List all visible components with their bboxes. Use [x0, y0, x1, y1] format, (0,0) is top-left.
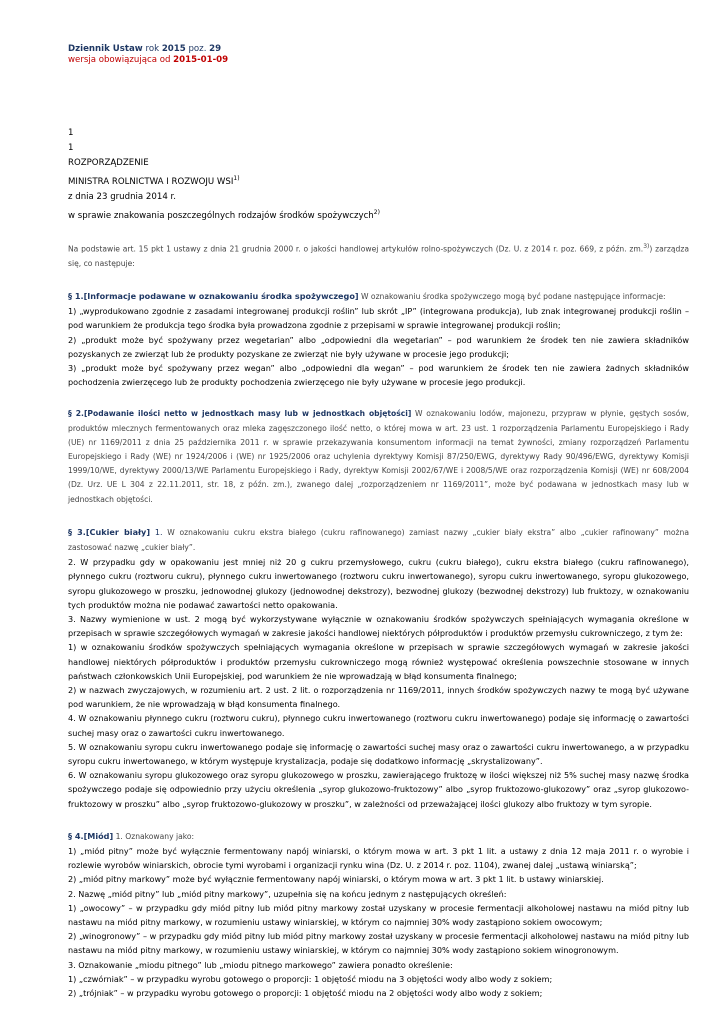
- section-1-lead: [68, 289, 689, 304]
- section-2-heading: § 2.[Podawanie ilości netto w jednostkach masy lub w jednostkach objętości]: [68, 409, 412, 419]
- section-3-para-3-point-2: 2) w nazwach zwyczajowych, w rozumieniu art. 2 ust. 2 lit. o rozporządzenia nr 1169/2011, innych środków spożywczych nazwy te mogą być używane pod warunkiem, że nie wprowadzają w błąd konsumenta finalnego.: [68, 685, 689, 710]
- section-1-lead-text: W oznakowaniu środka spożywczego mogą być podane następujące informacje:: [358, 291, 666, 301]
- section-4-para-3: 3. Oznakowanie „miodu pitnego” lub „miodu pitnego markowego” zawiera ponadto określenie:: [68, 959, 453, 970]
- journal-name: Dziennik Ustaw: [68, 44, 143, 54]
- section-4-para-2: 2. Nazwę „miód pitny” lub „miód pitny markowy”, uzupełnia się na końcu jednym z następujących określeń:: [68, 888, 507, 899]
- number-1: 1: [68, 128, 74, 138]
- section-4-para-2-point-2: 2) „winogronowy” – w przypadku gdy miód pitny lub miód pitny markowy został uzyskany w procesie fermentacji alkoholowej nastawu na miód pitny lub nastawu na miód pitny markowy, w rozumieniu ustawy winiarskiej, w którym co najmniej 30% wody zastąpiono sokiem winogronowym.: [68, 931, 689, 956]
- section-4-lead: [68, 829, 689, 844]
- section-3-para-4: 4. W oznakowaniu płynnego cukru (roztworu cukru), płynnego cukru inwertowanego (roztworu cukru inwertowanego) podaje się informację o zawartości suchej masy oraz o zawartości cukru inwertowanego.: [68, 713, 689, 738]
- document-header: [68, 44, 228, 66]
- section-3-para-number: 1.: [150, 526, 163, 537]
- section-3-para-6: 6. W oznakowaniu syropu glukozowego oraz syropu glukozowego w proszku, zawierającego fruktozę w ilości większej niż 5% suchej masy nazwę środka spożywczego podaje się odpowiednio przy użyciu określenia „syrop glukozowo-fruktozowy” albo „syrop fruktozowo-glukozowy” oraz „syrop glukozowo-fruktozowy w proszku” albo „syrop fruktozowo-glukozowy w proszku”, w zależności od przeważającej ilości glukozy albo fruktozy w tym syropie.: [68, 770, 689, 809]
- section-2-text: W oznakowaniu lodów, majonezu, przypraw w płynie, gęstych sosów, produktów mlecznych fermentowanych oraz mleka zagęszczonego ilość netto, o której mowa w art. 23 ust. 1 rozporządzenia Parlamentu Europejskiego i Rady (UE) nr 1169/2011 z dnia 25 października 2011 r. w sprawie przekazywania konsumentom informacji na temat żywności, zmiany rozporządzeń Parlamentu Europejskiego i Rady (WE) nr 1924/2006 i (WE) nr 1925/2006 oraz uchylenia dyrektywy Komisji 87/250/EWG, dyrektywy Rady 90/496/EWG, dyrektywy Komisji 1999/10/WE, dyrektywy 2000/13/WE Parlamentu Europejskiego i Rady, dyrektyw Komisji 2002/67/WE i 2008/5/WE oraz rozporządzenia Komisji (WE) nr 608/2004 (Dz. Urz. UE L 304 z 22.11.2011, str. 18, z późn. zm.), zwanego dalej „rozporządzeniem nr 1169/2011”, może być podawana w jednostkach masy lub w jednostkach objętości.: [68, 409, 689, 504]
- section-3-para-3: 3. Nazwy wymienione w ust. 2 mogą być wykorzystywane wyłącznie w oznakowaniu środków spożywczych spełniających wymagania określone w przepisach w sprawie szczegółowych wymagań w zakresie jakości handlowej niektórych półproduktów i produktów przemysłu cukrowniczego, z tym że:: [68, 614, 689, 639]
- section-4-para-3-point-1: 1) „czwórniak” – w przypadku wyrobu gotowego o proporcji: 1 objętość miodu na 3 objętości wody albo wody z sokiem;: [68, 973, 553, 984]
- section-1-point-3: 3) „produkt może być spożywany przez wegan” albo „odpowiedni dla wegan” – pod warunkiem że środek ten nie zawiera żadnych składników pochodzenia zwierzęcego lub że produkty pochodzenia zwierzęcego nie były używane w procesie jego produkcji.: [68, 362, 689, 388]
- rok-label: rok: [145, 44, 160, 54]
- section-3-para-2: 2. W przypadku gdy w opakowaniu jest mniej niż 20 g cukru przemysłowego, cukru (cukru białego), cukru ekstra białego (cukru rafinowanego), płynnego cukru (roztworu cukru), płynnego cukru inwertowanego (roztworu cukru inwertowanego), syropu cukru inwertowanego, syropu glukozowego, syropu glukozowego w proszku, jednowodnej glukozy (jednowodnej dekstrozy), bezwodnej glukozy (bezwodnej dekstrozy) lub fruktozy, w oznakowaniu tych produktów można nie podawać zawartości netto opakowania.: [68, 557, 689, 610]
- subject-line: [68, 205, 380, 224]
- preamble-text-end: ) zarządza się, co następuje:: [68, 244, 690, 268]
- section-4-para-1-point-1: 1) „miód pitny” może być wyłącznie fermentowany napój winiarski, o którym mowa w art. 3 pkt 1 lit. a ustawy z dnia 12 maja 2011 r. o wyrobie i rozlewie wyrobów winiarskich, obrocie tymi wyrobami i organizacji rynku wina (Dz. U. z 2014 r. poz. 1104), zwanej dalej „ustawą winiarską”;: [68, 846, 689, 871]
- section-4-lead-text: 1. Oznakowany jako:: [113, 831, 195, 841]
- version-label: wersja obowiązująca od: [68, 55, 171, 65]
- section-3-lead-text: W oznakowaniu cukru ekstra białego (cukru rafinowanego) zamiast nazwy „cukier biały ekstra” albo „cukier rafinowany” można zastosować nazwę „cukier biały”.: [68, 527, 690, 552]
- section-4-para-1-point-2: 2) „miód pitny markowy” może być wyłącznie fermentowany napój winiarski, o którym mowa w art. 3 pkt 1 lit. b ustawy winiarskiej.: [68, 874, 604, 885]
- section-4-heading: § 4.[Miód]: [68, 830, 114, 841]
- journal-year: 2015: [161, 44, 186, 54]
- section-1-heading: § 1.[Informacje podawane w oznakowaniu środka spożywczego]: [68, 290, 359, 301]
- footnote-ref: 2): [373, 209, 380, 217]
- section-4-para-2-point-1: 1) „owocowy” – w przypadku gdy miód pitny lub miód pitny markowy został uzyskany w procesie fermentacji alkoholowej nastawu na miód pitny lub nastawu na miód pitny markowy, w rozumieniu ustawy winiarskiej, w którym co najmniej 30% wody zastąpiono sokiem owocowym;: [68, 902, 689, 928]
- journal-position: 29: [209, 44, 222, 54]
- section-3-heading: § 3.[Cukier biały]: [68, 526, 151, 537]
- section-1-point-1: 1) „wyprodukowano zgodnie z zasadami integrowanej produkcji roślin” lub skrót „IP” (integrowana produkcja), lub znak integrowanej produkcji roślin – pod warunkiem że produkcja tego środka była prowadzona zgodnie z przepisami w sprawie integrowanej produkcji roślin;: [68, 306, 689, 331]
- version-line: [68, 55, 228, 66]
- section-1-point-2: 2) „produkt może być spożywany przez wegetarian” albo „odpowiedni dla wegetarian” – pod warunkiem że środek ten nie zawiera składników pozyskanych ze zwierząt lub że produkty pozyskane ze zwierząt nie były używane w procesie jego produkcji;: [68, 334, 689, 359]
- section-3-para-3-point-1: 1) w oznakowaniu środków spożywczych spełniających wymagania określone w przepisach w sprawie szczegółowych wymagań w zakresie jakości handlowej niektórych półproduktów i produktów przemysłu cukrowniczego mogą również występować określenia powszechnie stosowane w innych państwach członkowskich Unii Europejskiej, pod warunkiem że nie wprowadzają w błąd konsumenta finalnego;: [68, 642, 689, 681]
- section-2: [68, 407, 689, 506]
- footnote-ref: 1): [233, 175, 240, 183]
- ministry-name: MINISTRA ROLNICTWA I ROZWOJU WSI: [68, 177, 234, 188]
- preamble: [68, 240, 689, 271]
- act-title-block: [68, 126, 380, 224]
- section-4-para-3-point-2: 2) „trójniak” – w przypadku wyrobu gotowego o proporcji: 1 objętość miodu na 2 objętości wody albo wody z sokiem;: [68, 988, 543, 999]
- version-date: 2015-01-09: [173, 55, 229, 65]
- journal-line: [68, 44, 228, 55]
- act-subject: w sprawie znakowania poszczególnych rodzajów środków spożywczych: [68, 211, 374, 222]
- act-type: ROZPORZĄDZENIE: [68, 158, 149, 169]
- ministry-line: [68, 171, 380, 190]
- section-3-lead: [68, 525, 689, 555]
- act-date: z dnia 23 grudnia 2014 r.: [68, 192, 176, 203]
- poz-label: poz.: [188, 44, 207, 54]
- document-body: [68, 240, 689, 1000]
- footnote-ref: 3): [643, 243, 650, 250]
- section-3-para-5: 5. W oznakowaniu syropu cukru inwertowanego podaje się informację o zawartości suchej masy oraz o zawartości cukru inwertowanego, a w przypadku syropu cukru inwertowanego, w którym występuje krystalizacja, podaje się dodatkowo informację „skrystalizowany”.: [68, 741, 689, 767]
- number-2: 1: [68, 143, 74, 154]
- preamble-text: Na podstawie art. 15 pkt 1 ustawy z dnia 21 grudnia 2000 r. o jakości handlowej artykułów rolno-spożywczych (Dz. U. z 2014 r. poz. 669, z późn. zm.: [68, 244, 644, 254]
